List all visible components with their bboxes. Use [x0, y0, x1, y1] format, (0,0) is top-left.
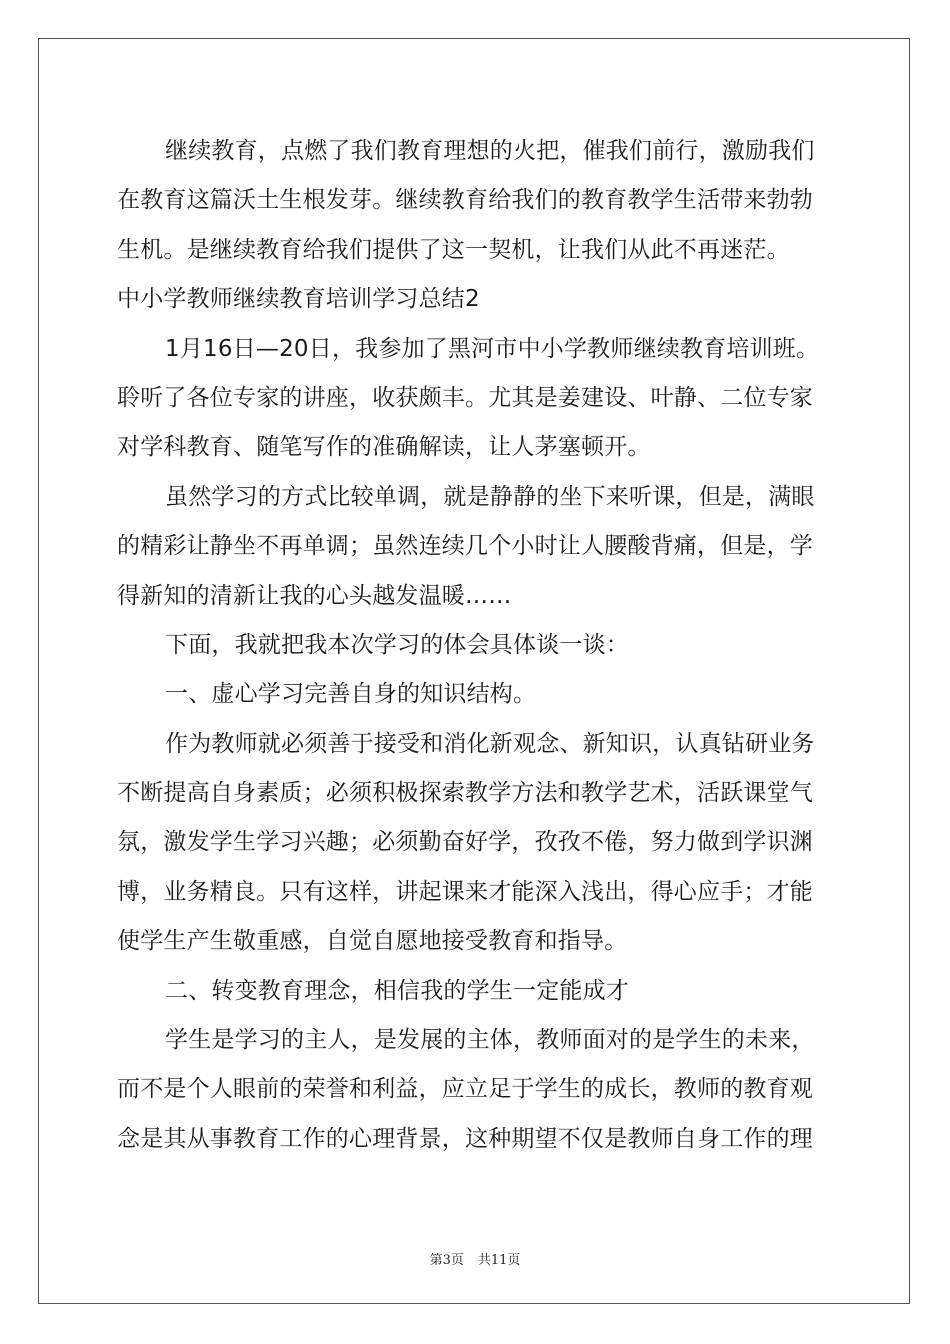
section-heading: 中小学教师继续教育培训学习总结2	[117, 286, 480, 313]
text-line: 下面，我就把我本次学习的体会具体谈一谈：	[165, 631, 629, 658]
page-total: 共11页	[477, 1253, 521, 1268]
text-line: 的精彩让静坐不再单调；虽然连续几个小时让人腰酸背痛，但是，学	[117, 533, 813, 560]
text-line: 作为教师就必须善于接受和消化新观念、新知识，认真钻研业务	[165, 730, 815, 757]
text-line: 不断提高自身素质；必须积极探索教学方法和教学艺术，活跃课堂气	[117, 780, 813, 807]
text-line: 博，业务精良。只有这样，讲起课来才能深入浅出，得心应手；才能	[117, 878, 813, 905]
subheading-line: 二、转变教育理念，相信我的学生一定能成才	[165, 977, 629, 1004]
text-line: 虽然学习的方式比较单调，就是静静的坐下来听课，但是，满眼	[165, 483, 815, 510]
text-line: 在教育这篇沃土生根发芽。继续教育给我们的教育教学生活带来勃勃	[117, 187, 813, 214]
subheading-line: 一、虚心学习完善自身的知识结构。	[165, 681, 537, 708]
page-number: 第3页	[429, 1253, 464, 1268]
page-footer	[0, 1249, 950, 1268]
text-line: 聆听了各位专家的讲座，收获颇丰。尤其是姜建设、叶静、二位专家	[117, 384, 813, 411]
text-line: 生机。是继续教育给我们提供了这一契机，让我们从此不再迷茫。	[117, 236, 790, 263]
text-line: 使学生产生敬重感，自觉自愿地接受教育和指导。	[117, 928, 628, 955]
text-line: 氛，激发学生学习兴趣；必须勤奋好学，孜孜不倦，努力做到学识渊	[117, 829, 813, 856]
text-line: 对学科教育、随笔写作的准确解读，让人茅塞顿开。	[117, 434, 651, 461]
text-line: 念是其从事教育工作的心理背景，这种期望不仅是教师自身工作的理	[117, 1125, 813, 1152]
text-line: 而不是个人眼前的荣誉和利益，应立足于学生的成长，教师的教育观	[117, 1076, 813, 1103]
document-body	[117, 127, 837, 1164]
text-line: 继续教育，点燃了我们教育理想的火把，催我们前行，激励我们	[165, 138, 815, 164]
text-line: 得新知的清新让我的心头越发温暖……	[117, 582, 512, 609]
text-line: 1月16日—20日，我参加了黑河市中小学教师继续教育培训班。	[165, 335, 820, 362]
text-line: 学生是学习的主人，是发展的主体，教师面对的是学生的未来，	[165, 1027, 815, 1054]
